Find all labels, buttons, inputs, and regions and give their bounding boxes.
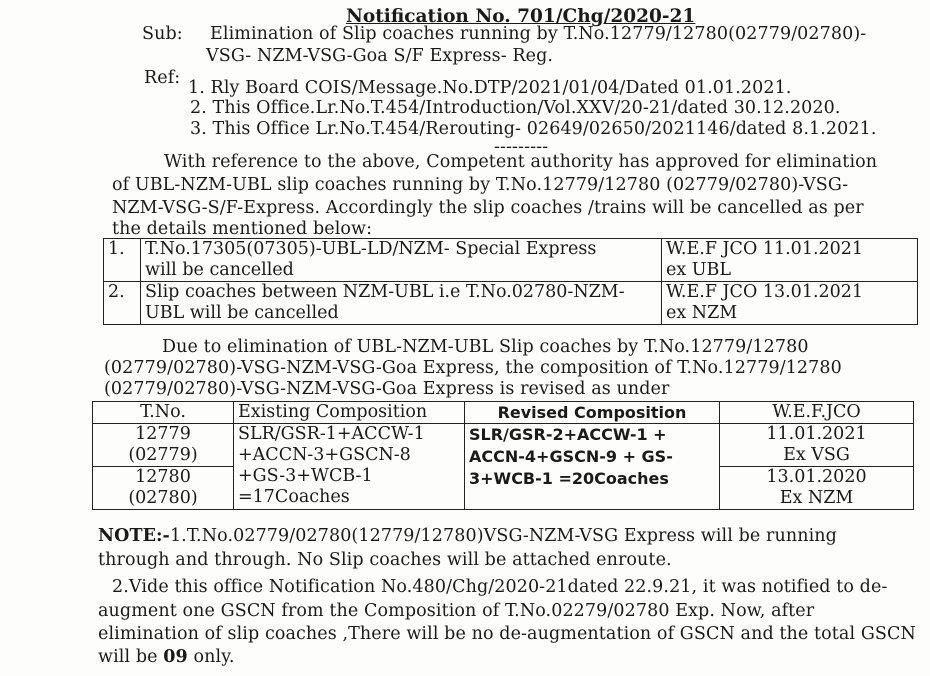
wef-station: Ex VSG xyxy=(783,445,850,465)
row-number: 2. xyxy=(104,282,141,325)
header-tno: T.No. xyxy=(93,402,234,424)
row-wef xyxy=(662,239,918,282)
table-header-row xyxy=(93,402,914,424)
train-no: 12780 xyxy=(135,467,191,487)
subject-line-2: VSG- NZM-VSG-Goa S/F Express- Reg. xyxy=(206,46,554,66)
reference-item: 3. This Office Lr.No.T.454/Rerouting- 02649/02650/2021146/dated 8.1.2021. xyxy=(190,119,877,139)
notification-title: Notification No. 701/Chg/2020-21 xyxy=(346,6,696,27)
description-line: UBL will be cancelled xyxy=(145,303,339,323)
point-2-line: elimination of slip coaches ,There will be no de-augmentation of GSCN and the total GSCN xyxy=(98,624,916,644)
note-line-1 xyxy=(98,526,837,546)
paragraph-2-line: (02779/02780)-VSG-NZM-VSG-Goa Express is revised as under xyxy=(104,379,670,399)
wef-line: W.E.F JCO 11.01.2021 xyxy=(666,239,864,259)
existing-composition xyxy=(234,424,465,510)
paragraph-1-line: the details mentioned below: xyxy=(112,219,373,239)
wef-line: ex UBL xyxy=(666,260,732,280)
composition-line: SLR/GSR-2+ACCW-1 + xyxy=(469,425,667,444)
composition-line: =17Coaches xyxy=(238,487,350,507)
wef-date: 11.01.2021 xyxy=(766,424,867,444)
row-description xyxy=(141,282,662,325)
wef-line: ex NZM xyxy=(666,303,738,323)
table-row xyxy=(104,282,918,325)
wef-cell xyxy=(720,424,914,467)
row-description xyxy=(141,239,662,282)
paragraph-2-line: (02779/02780)-VSG-NZM-VSG-Goa Express, the composition of T.No.12779/12780 xyxy=(104,358,842,378)
wef-line: W.E.F JCO 13.01.2021 xyxy=(666,282,864,302)
note-line-2: through and through. No Slip coaches will be attached enroute. xyxy=(98,550,672,570)
table-row xyxy=(93,424,914,467)
table-row xyxy=(104,239,918,282)
paragraph-2-line: Due to elimination of UBL-NZM-UBL Slip coaches by T.No.12779/12780 xyxy=(162,337,809,357)
wef-station: Ex NZM xyxy=(779,488,854,508)
reference-label: Ref: xyxy=(144,68,181,88)
separator: --------- xyxy=(494,137,549,157)
train-no: 12779 xyxy=(135,424,191,444)
wef-cell xyxy=(720,467,914,510)
subject-label: Sub: xyxy=(142,24,183,44)
header-existing: Existing Composition xyxy=(234,402,465,424)
paragraph-1-line: With reference to the above, Competent authority has approved for elimination xyxy=(164,152,878,172)
wef-date: 13.01.2020 xyxy=(766,467,867,487)
composition-line: +ACCN-3+GSCN-8 xyxy=(238,445,411,465)
point-2-text: only. xyxy=(187,647,235,667)
train-number xyxy=(93,424,234,467)
composition-line: 3+WCB-1 =20Coaches xyxy=(469,469,669,488)
row-wef xyxy=(662,282,918,325)
note-text: 1.T.No.02779/02780(12779/12780)VSG-NZM-VSG Express will be running xyxy=(169,526,837,546)
point-2-line: 2.Vide this office Notification No.480/Chg/2020-21dated 22.9.21, it was notified to de- xyxy=(112,577,888,597)
composition-line: SLR/GSR-1+ACCW-1 xyxy=(238,424,425,444)
gscn-total: 09 xyxy=(163,647,188,667)
composition-line: +GS-3+WCB-1 xyxy=(238,466,373,486)
revised-composition xyxy=(465,424,720,510)
note-label: NOTE:- xyxy=(98,526,170,546)
reference-item: 1. Rly Board COIS/Message.No.DTP/2021/01/04/Dated 01.01.2021. xyxy=(188,78,792,98)
train-alt-no: (02779) xyxy=(128,445,198,465)
paragraph-1-line: NZM-VSG-S/F-Express. Accordingly the slip coaches /trains will be cancelled as per xyxy=(112,198,864,218)
point-2-last-line xyxy=(98,647,235,667)
train-number xyxy=(93,467,234,510)
cancellation-table xyxy=(103,238,918,325)
subject-line-1: Elimination of Slip coaches running by T.No.12779/12780(02779/02780)- xyxy=(210,24,867,44)
paragraph-1-line: of UBL-NZM-UBL slip coaches running by T.No.12779/12780 (02779/02780)-VSG- xyxy=(112,175,849,195)
reference-item: 2. This Office.Lr.No.T.454/Introduction/Vol.XXV/20-21/dated 30.12.2020. xyxy=(190,98,841,118)
point-2-text: will be xyxy=(98,647,164,667)
row-number: 1. xyxy=(104,239,141,282)
description-line: will be cancelled xyxy=(145,260,294,280)
header-wef: W.E.F.JCO xyxy=(720,402,914,424)
point-2-line: augment one GSCN from the Composition of T.No.02279/02780 Exp. Now, after xyxy=(98,601,815,621)
composition-line: ACCN-4+GSCN-9 + GS- xyxy=(469,447,673,466)
composition-table xyxy=(92,401,914,510)
description-line: T.No.17305(07305)-UBL-LD/NZM- Special Express xyxy=(145,239,597,259)
description-line: Slip coaches between NZM-UBL i.e T.No.02780-NZM- xyxy=(145,282,625,302)
header-revised: Revised Composition xyxy=(465,402,720,424)
train-alt-no: (02780) xyxy=(128,488,198,508)
